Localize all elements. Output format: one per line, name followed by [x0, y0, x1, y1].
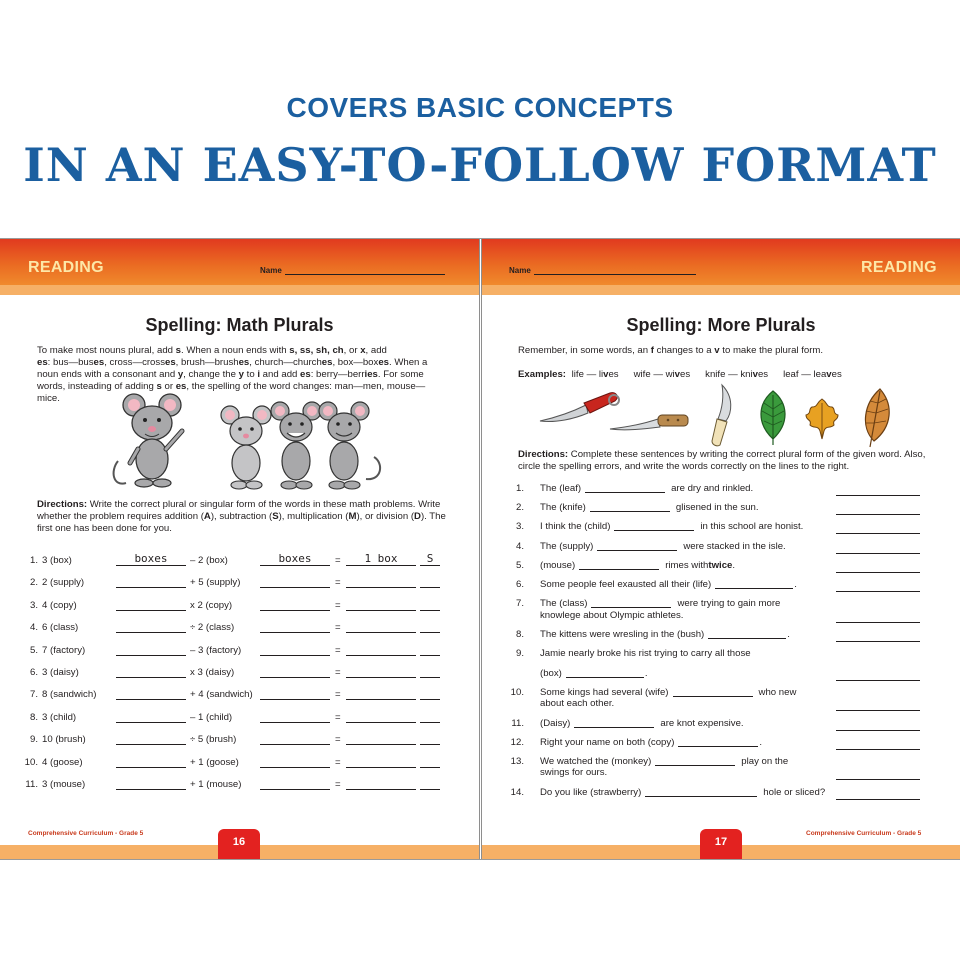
problem-term-2: x 3 (daisy) [190, 667, 235, 678]
sentence-answer-blank[interactable] [574, 716, 654, 728]
answer-blank-1[interactable] [116, 756, 186, 768]
answer-blank-result[interactable]: 1 box [346, 554, 416, 566]
operation-type-blank[interactable] [420, 666, 440, 678]
equals-sign: = [335, 577, 341, 589]
sentence-number: 4. [515, 540, 524, 552]
sentence-answer-blank[interactable] [597, 539, 677, 551]
sentence-number: 10. [510, 686, 524, 698]
oak-leaf-icon [802, 397, 842, 441]
correction-line[interactable] [836, 622, 920, 623]
left-page-number: 16 [218, 829, 260, 859]
equals-sign: = [335, 711, 341, 723]
problem-number: 2. [29, 577, 38, 589]
sentence-text-after: . [787, 628, 790, 640]
problem-term-1: 3 (daisy) [42, 667, 79, 678]
operation-type-blank[interactable] [420, 733, 440, 745]
correction-line[interactable] [836, 514, 920, 515]
math-problem-row [18, 689, 458, 703]
answer-blank-1[interactable] [116, 688, 186, 700]
right-page [481, 239, 960, 859]
problem-number: 7. [29, 689, 38, 701]
problem-term-1: 3 (child) [42, 711, 77, 723]
problem-number: 1. [29, 555, 38, 566]
answer-blank-1[interactable] [116, 599, 186, 611]
right-name-field[interactable]: Name [509, 266, 696, 275]
sentence-answer-blank[interactable] [715, 577, 793, 589]
sentence-text-after: hole or sliced? [763, 786, 826, 798]
sentence-answer-blank[interactable] [678, 735, 758, 747]
operation-type-blank[interactable]: S [420, 554, 440, 566]
mouse-waving-illustration [108, 391, 198, 495]
answer-blank-1[interactable] [116, 576, 186, 588]
answer-blank-result[interactable] [346, 599, 416, 611]
sentence-text-before: I think the (child) [540, 521, 611, 533]
equals-sign: = [335, 555, 341, 566]
equals-sign: = [335, 622, 341, 634]
correction-line[interactable] [836, 553, 920, 554]
sentence-text-before: The kittens were wresling in the (bush) [540, 628, 705, 640]
sentence-row [504, 648, 934, 662]
sentence-answer-blank[interactable] [655, 754, 735, 766]
sentence-text-after: who new [758, 686, 797, 698]
sentence-answer-blank[interactable] [585, 481, 665, 493]
problem-term-2: + 5 (supply) [190, 577, 241, 589]
sentence-number: 2. [515, 502, 524, 514]
sentence-text-before: (mouse) [540, 559, 576, 571]
correction-line[interactable] [836, 710, 920, 711]
sentence-number: 9. [515, 648, 524, 660]
right-section-label: READING [861, 259, 937, 276]
brown-leaf-icon [854, 387, 898, 449]
problem-term-1: 4 (goose) [42, 756, 83, 768]
math-problem-row [18, 577, 458, 591]
problem-term-1: 7 (factory) [42, 644, 86, 656]
sentence-text-after: . [794, 579, 797, 590]
example-word: leaf — leaves [783, 369, 842, 380]
problem-number: 9. [29, 734, 38, 746]
sentence-answer-blank[interactable] [590, 500, 670, 512]
right-page-number: 17 [700, 829, 742, 859]
problem-number: 10. [24, 756, 38, 768]
left-name-field[interactable]: Name [260, 266, 445, 275]
math-problem-row [18, 552, 458, 569]
examples-line: Examples: life — lives wife — wives knife — knives leaf — leaves [518, 369, 842, 380]
answer-blank-2[interactable] [260, 599, 330, 611]
operation-type-blank[interactable] [420, 599, 440, 611]
sentence-text-after: . [759, 736, 763, 748]
example-word: wife — wives [633, 369, 691, 380]
right-directions: Directions: Complete these sentences by writing the correct plural form of the given word. Also, circle the spelling errors, and write the words correctly on the lines to the right. [518, 449, 926, 472]
problem-number: 6. [29, 667, 38, 678]
equals-sign: = [335, 689, 341, 701]
problem-term-1: 4 (copy) [42, 599, 77, 611]
left-page [0, 239, 480, 859]
answer-blank-result[interactable] [346, 733, 416, 745]
problem-term-2: + 4 (sandwich) [190, 689, 253, 701]
sentence-text-before: Jamie nearly broke his rist trying to carry all those [540, 648, 751, 660]
headline-line-1: COVERS BASIC CONCEPTS [286, 92, 674, 123]
answer-blank-result[interactable] [346, 621, 416, 633]
green-leaf-icon [754, 389, 792, 447]
problem-term-1: 10 (brush) [42, 734, 86, 746]
correction-line[interactable] [836, 779, 920, 780]
answer-blank-1[interactable] [116, 711, 186, 723]
answer-blank-1[interactable] [116, 621, 186, 633]
answer-blank-2[interactable] [260, 644, 330, 656]
equals-sign: = [335, 756, 341, 768]
headline-line-2: IN AN EASY-TO-FOLLOW FORMAT [23, 138, 937, 192]
answer-blank-2[interactable] [260, 733, 330, 745]
right-footer-text: Comprehensive Curriculum - Grade 5 [806, 830, 922, 837]
answer-blank-1[interactable] [116, 644, 186, 656]
problem-term-2: – 3 (factory) [190, 644, 242, 656]
math-problem-row [18, 600, 458, 614]
problem-term-2: ÷ 5 (brush) [190, 734, 237, 746]
operation-type-blank[interactable] [420, 711, 440, 723]
math-problem-row [18, 779, 458, 793]
problem-number: 5. [29, 644, 38, 656]
left-page-title: Spelling: Math Plurals [145, 315, 334, 335]
right-page-title: Spelling: More Plurals [626, 315, 816, 335]
problem-term-1: 8 (sandwich) [42, 689, 97, 701]
answer-blank-result[interactable] [346, 666, 416, 678]
equals-sign: = [335, 599, 341, 611]
sentence-text-after: are dry and rinkled. [671, 483, 754, 494]
sentence-text-after: glisened in the sun. [675, 502, 759, 514]
operation-type-blank[interactable] [420, 688, 440, 700]
sentence-text-after: rimes with [665, 559, 709, 571]
answer-blank-result[interactable] [346, 688, 416, 700]
sentence-number: 3. [515, 521, 524, 533]
problem-term-1: 2 (supply) [42, 577, 85, 589]
sentence-text-after: were stacked in the isle. [683, 540, 786, 552]
sentence-text-after: play on the [741, 755, 789, 767]
sentence-text-before: Right your name on both (copy) [540, 736, 675, 748]
problem-term-1: 3 (mouse) [42, 779, 86, 790]
correction-line[interactable] [836, 730, 920, 731]
answer-blank-1[interactable] [116, 666, 186, 678]
sentence-number: 12. [510, 736, 524, 748]
left-footer-text: Comprehensive Curriculum - Grade 5 [28, 830, 144, 837]
sentence-answer-blank[interactable] [579, 558, 659, 570]
equals-sign: = [335, 644, 341, 656]
correction-line[interactable] [836, 495, 920, 496]
sentence-text-before: The (knife) [540, 502, 586, 514]
answer-blank-result[interactable] [346, 644, 416, 656]
sentence-text-continued: (box) [540, 667, 562, 679]
problem-number: 8. [29, 711, 38, 723]
sentence-number: 6. [515, 579, 524, 590]
answer-blank-1[interactable] [116, 733, 186, 745]
book-spread [0, 238, 960, 860]
problem-term-2: + 1 (goose) [190, 756, 239, 768]
correction-line[interactable] [836, 749, 920, 750]
sentence-text-after: in this school are honist. [700, 521, 804, 533]
sentence-text-after: were trying to gain more [677, 598, 781, 610]
sentence-number: 14. [510, 786, 524, 798]
problem-term-2: + 1 (mouse) [190, 779, 242, 790]
problem-term-2: ÷ 2 (class) [190, 622, 235, 634]
answer-blank-result[interactable] [346, 576, 416, 588]
sentence-text-before: Some people feel exausted all their (life) [540, 579, 712, 590]
sentence-text-continued: swings for ours. [540, 767, 608, 779]
right-intro: Remember, in some words, an f changes to a v to make the plural form. [518, 345, 824, 356]
answer-blank-1[interactable] [116, 778, 186, 790]
correction-line[interactable] [836, 533, 920, 534]
sentence-number: 11. [511, 717, 524, 729]
equals-sign: = [335, 667, 341, 678]
sentence-answer-blank[interactable] [673, 685, 753, 697]
correction-line[interactable] [836, 799, 920, 800]
sentence-text-before: Do you like (strawberry) [540, 786, 642, 798]
sentence-number: 5. [515, 559, 524, 571]
answer-blank-2[interactable] [260, 576, 330, 588]
example-word: knife — knives [705, 369, 769, 380]
answer-blank-2[interactable] [260, 711, 330, 723]
sentence-text-before: The (leaf) [540, 483, 582, 494]
sentence-row-continued: (box) . [540, 667, 648, 679]
sentence-text-before: The (class) [540, 598, 588, 610]
carving-knife-icon [700, 383, 744, 449]
sentence-text-continued: about each other. [540, 698, 615, 710]
problem-term-1: 3 (box) [42, 555, 72, 566]
left-section-label: READING [28, 259, 104, 276]
left-intro-paragraph: To make most nouns plural, add s. When a noun ends with s, ss, sh, ch, or x, add es: bus—buses, cross—crosses, brush—brushes, church—churches, box—boxes. When a noun ends with a consonant and y, change the y to i and add es: berry—berries. For some words, insteading of adding s or es, the spelling of the word changes: man—men, mouse—mice. [37, 345, 428, 404]
equals-sign: = [335, 779, 341, 790]
operation-type-blank[interactable] [420, 778, 440, 790]
math-problem-row [18, 622, 458, 636]
sentence-answer-blank[interactable] [591, 596, 671, 608]
left-directions: Directions: Write the correct plural or singular form of the words in these math problems. Write whether the problem requires addition (A), subtraction (S), multiplication (M), or division (D). The first one has been done for you. [37, 499, 446, 534]
answer-blank-2[interactable]: boxes [260, 554, 330, 566]
problem-term-2: – 2 (box) [190, 555, 228, 566]
correction-line[interactable] [836, 572, 920, 573]
answer-blank-result[interactable] [346, 756, 416, 768]
problem-term-1: 6 (class) [42, 622, 79, 634]
answer-blank-result[interactable] [346, 711, 416, 723]
answer-blank-2[interactable] [260, 756, 330, 768]
example-word: life — lives [571, 369, 619, 380]
answer-blank-2[interactable] [260, 778, 330, 790]
problem-term-2: x 2 (copy) [190, 599, 233, 611]
correction-line[interactable] [836, 641, 920, 642]
sentence-text-before: The (supply) [540, 540, 594, 552]
answer-blank-1[interactable]: boxes [116, 554, 186, 566]
sentence-text-before: We watched the (monkey) [540, 755, 652, 767]
operation-type-blank[interactable] [420, 756, 440, 768]
sentence-text-after: are knot expensive. [660, 717, 744, 729]
sentence-text-before: (Daisy) [540, 717, 571, 729]
sentence-number: 7. [515, 598, 524, 610]
math-problem-row [18, 757, 458, 771]
math-problem-row [18, 667, 458, 681]
sentence-bold-word: twice [708, 559, 733, 571]
sentence-answer-blank[interactable] [614, 519, 694, 531]
operation-type-blank[interactable] [420, 621, 440, 633]
sentence-number: 13. [510, 755, 524, 767]
answer-blank-2[interactable] [260, 666, 330, 678]
sentence-number: 8. [515, 628, 524, 640]
answer-blank-2[interactable] [260, 688, 330, 700]
math-problem-row [18, 645, 458, 659]
sentence-text-continued: knowlege about Olympic athletes. [540, 609, 684, 621]
problem-term-2: – 1 (child) [190, 711, 233, 723]
math-problem-row [18, 734, 458, 748]
kitchen-knife-icon [608, 407, 692, 437]
problem-number: 3. [29, 599, 38, 611]
equals-sign: = [335, 734, 341, 746]
problem-number: 11. [25, 779, 38, 790]
mouse-smiling-illustration [312, 399, 384, 495]
operation-type-blank[interactable] [420, 576, 440, 588]
math-problem-row [18, 712, 458, 726]
problem-number: 4. [29, 622, 38, 634]
operation-type-blank[interactable] [420, 644, 440, 656]
sentence-text-before: Some kings had several (wife) [540, 686, 669, 698]
sentence-answer-blank[interactable] [566, 666, 644, 678]
correction-line[interactable] [836, 680, 920, 681]
sentence-answer-blank[interactable] [708, 627, 786, 639]
sentence-row: 5. (mouse) rimes with twice . [504, 560, 934, 574]
sentence-number: 1. [515, 483, 524, 494]
answer-blank-result[interactable] [346, 778, 416, 790]
answer-blank-2[interactable] [260, 621, 330, 633]
sentence-answer-blank[interactable] [645, 785, 757, 797]
correction-line[interactable] [836, 591, 920, 592]
